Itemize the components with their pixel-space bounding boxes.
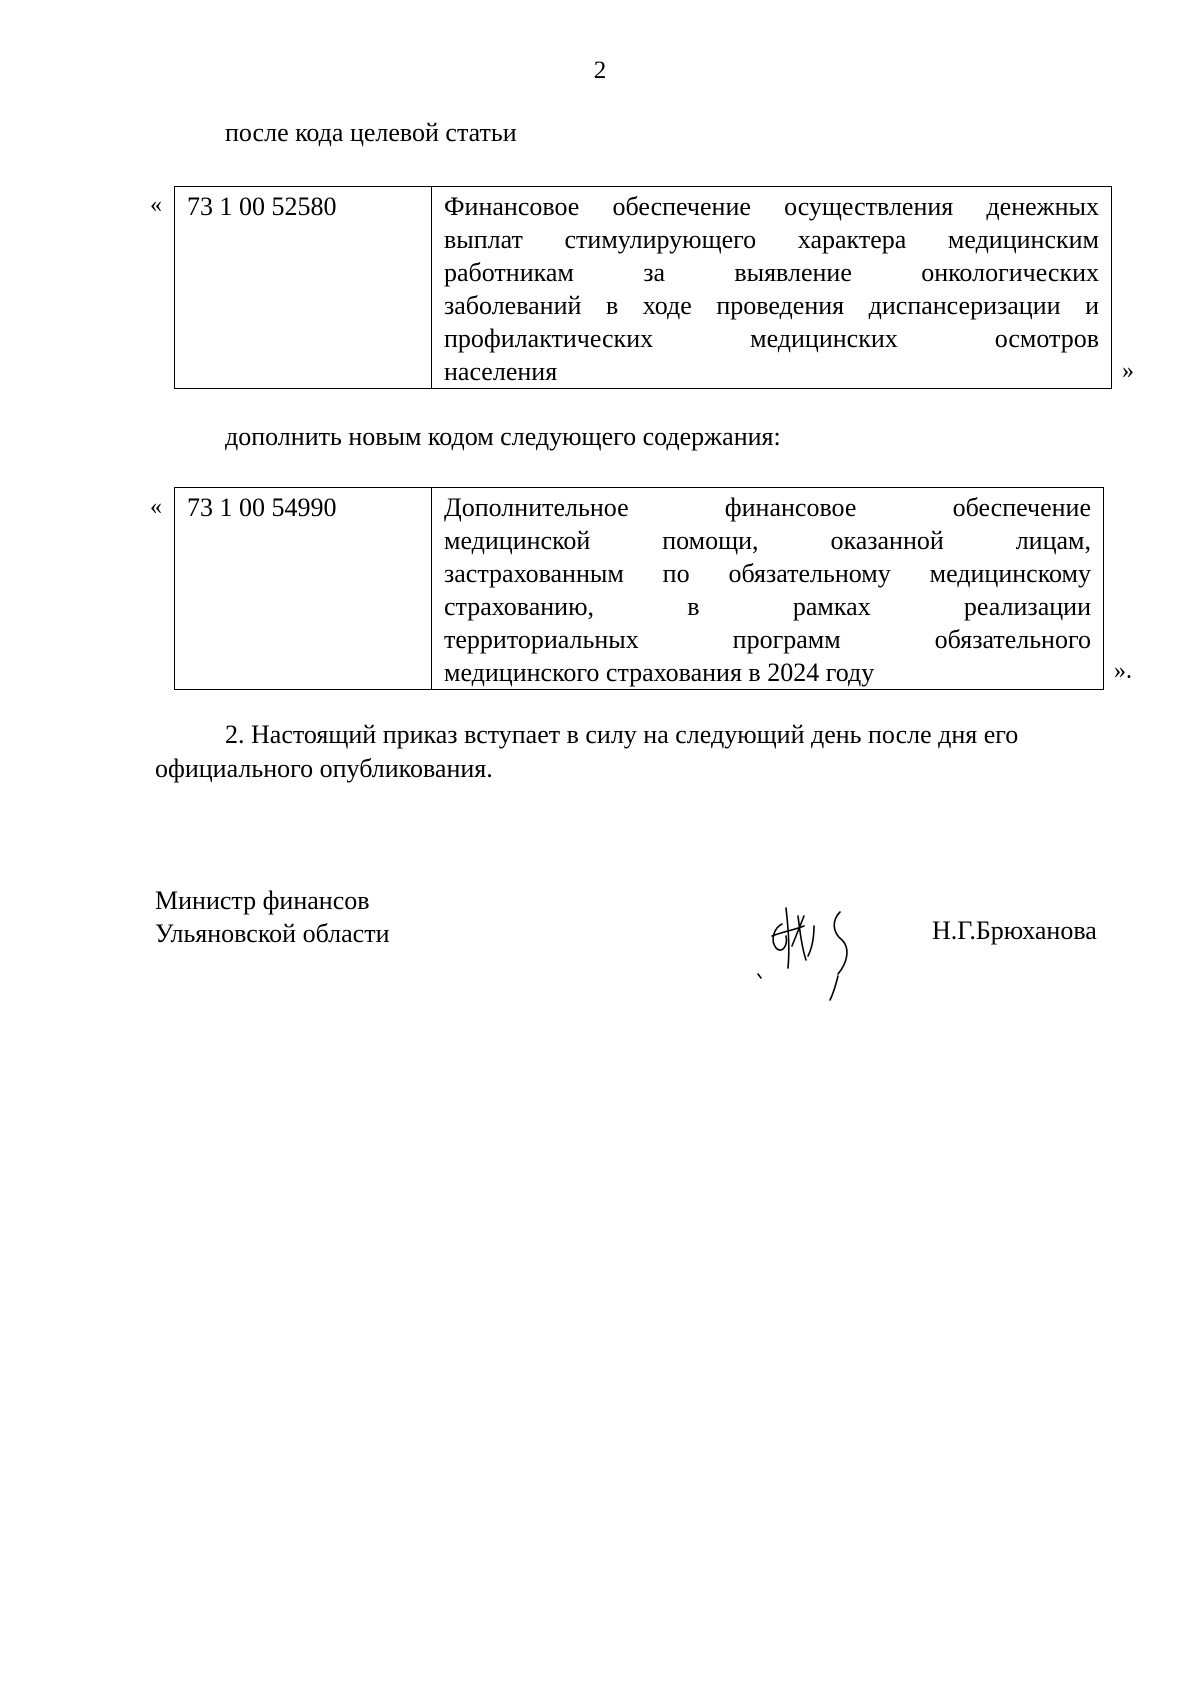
- description-line: работникам за выявление онкологических: [444, 258, 1099, 287]
- description-line: медицинской помощи, оказанной лицам,: [444, 526, 1091, 555]
- description-line: выплат стимулирующего характера медицинским: [444, 225, 1099, 254]
- description-line: медицинского страхования в 2024 году: [444, 658, 875, 687]
- signer-title-line: Ульяновской области: [155, 919, 390, 948]
- description-line: населения: [444, 357, 558, 386]
- intro-text: после кода целевой статьи: [225, 118, 517, 147]
- effective-date-paragraph: [155, 718, 1128, 786]
- description-line: заболеваний в ходе проведения диспансеризации и: [444, 291, 1099, 320]
- signer-title-line: Министр финансов: [155, 886, 370, 915]
- signer-name: Н.Г.Брюханова: [932, 916, 1097, 945]
- close-quote: ».: [1114, 658, 1132, 684]
- description-line: профилактических медицинских осмотров: [444, 324, 1099, 353]
- description-line: Дополнительное финансовое обеспечение: [444, 493, 1091, 522]
- paragraph-line: 2. Настоящий приказ вступает в силу на следующий день после дня его: [225, 720, 1019, 749]
- open-quote: «: [150, 192, 162, 218]
- table-row: [175, 488, 1104, 690]
- description-line: страхованию, в рамках реализации: [444, 592, 1091, 621]
- description-cell: [432, 187, 1112, 389]
- code-cell: 73 1 00 52580: [175, 187, 432, 389]
- description-cell: [432, 488, 1104, 690]
- code-table: [174, 487, 1104, 690]
- description-line: Финансовое обеспечение осуществления денежных: [444, 192, 1099, 221]
- close-quote: »: [1122, 358, 1134, 384]
- middle-text: дополнить новым кодом следующего содержания:: [225, 422, 781, 451]
- description-line: территориальных программ обязательного: [444, 625, 1091, 654]
- handwritten-signature: [752, 896, 872, 1006]
- paragraph-line: официального опубликования.: [155, 754, 493, 783]
- description-line: застрахованным по обязательному медицинскому: [444, 559, 1091, 588]
- table-row: [175, 187, 1112, 389]
- signer-title: [155, 884, 389, 950]
- code-cell: 73 1 00 54990: [175, 488, 432, 690]
- page-number: 2: [593, 57, 607, 84]
- code-table: [174, 186, 1112, 389]
- open-quote: «: [150, 494, 162, 520]
